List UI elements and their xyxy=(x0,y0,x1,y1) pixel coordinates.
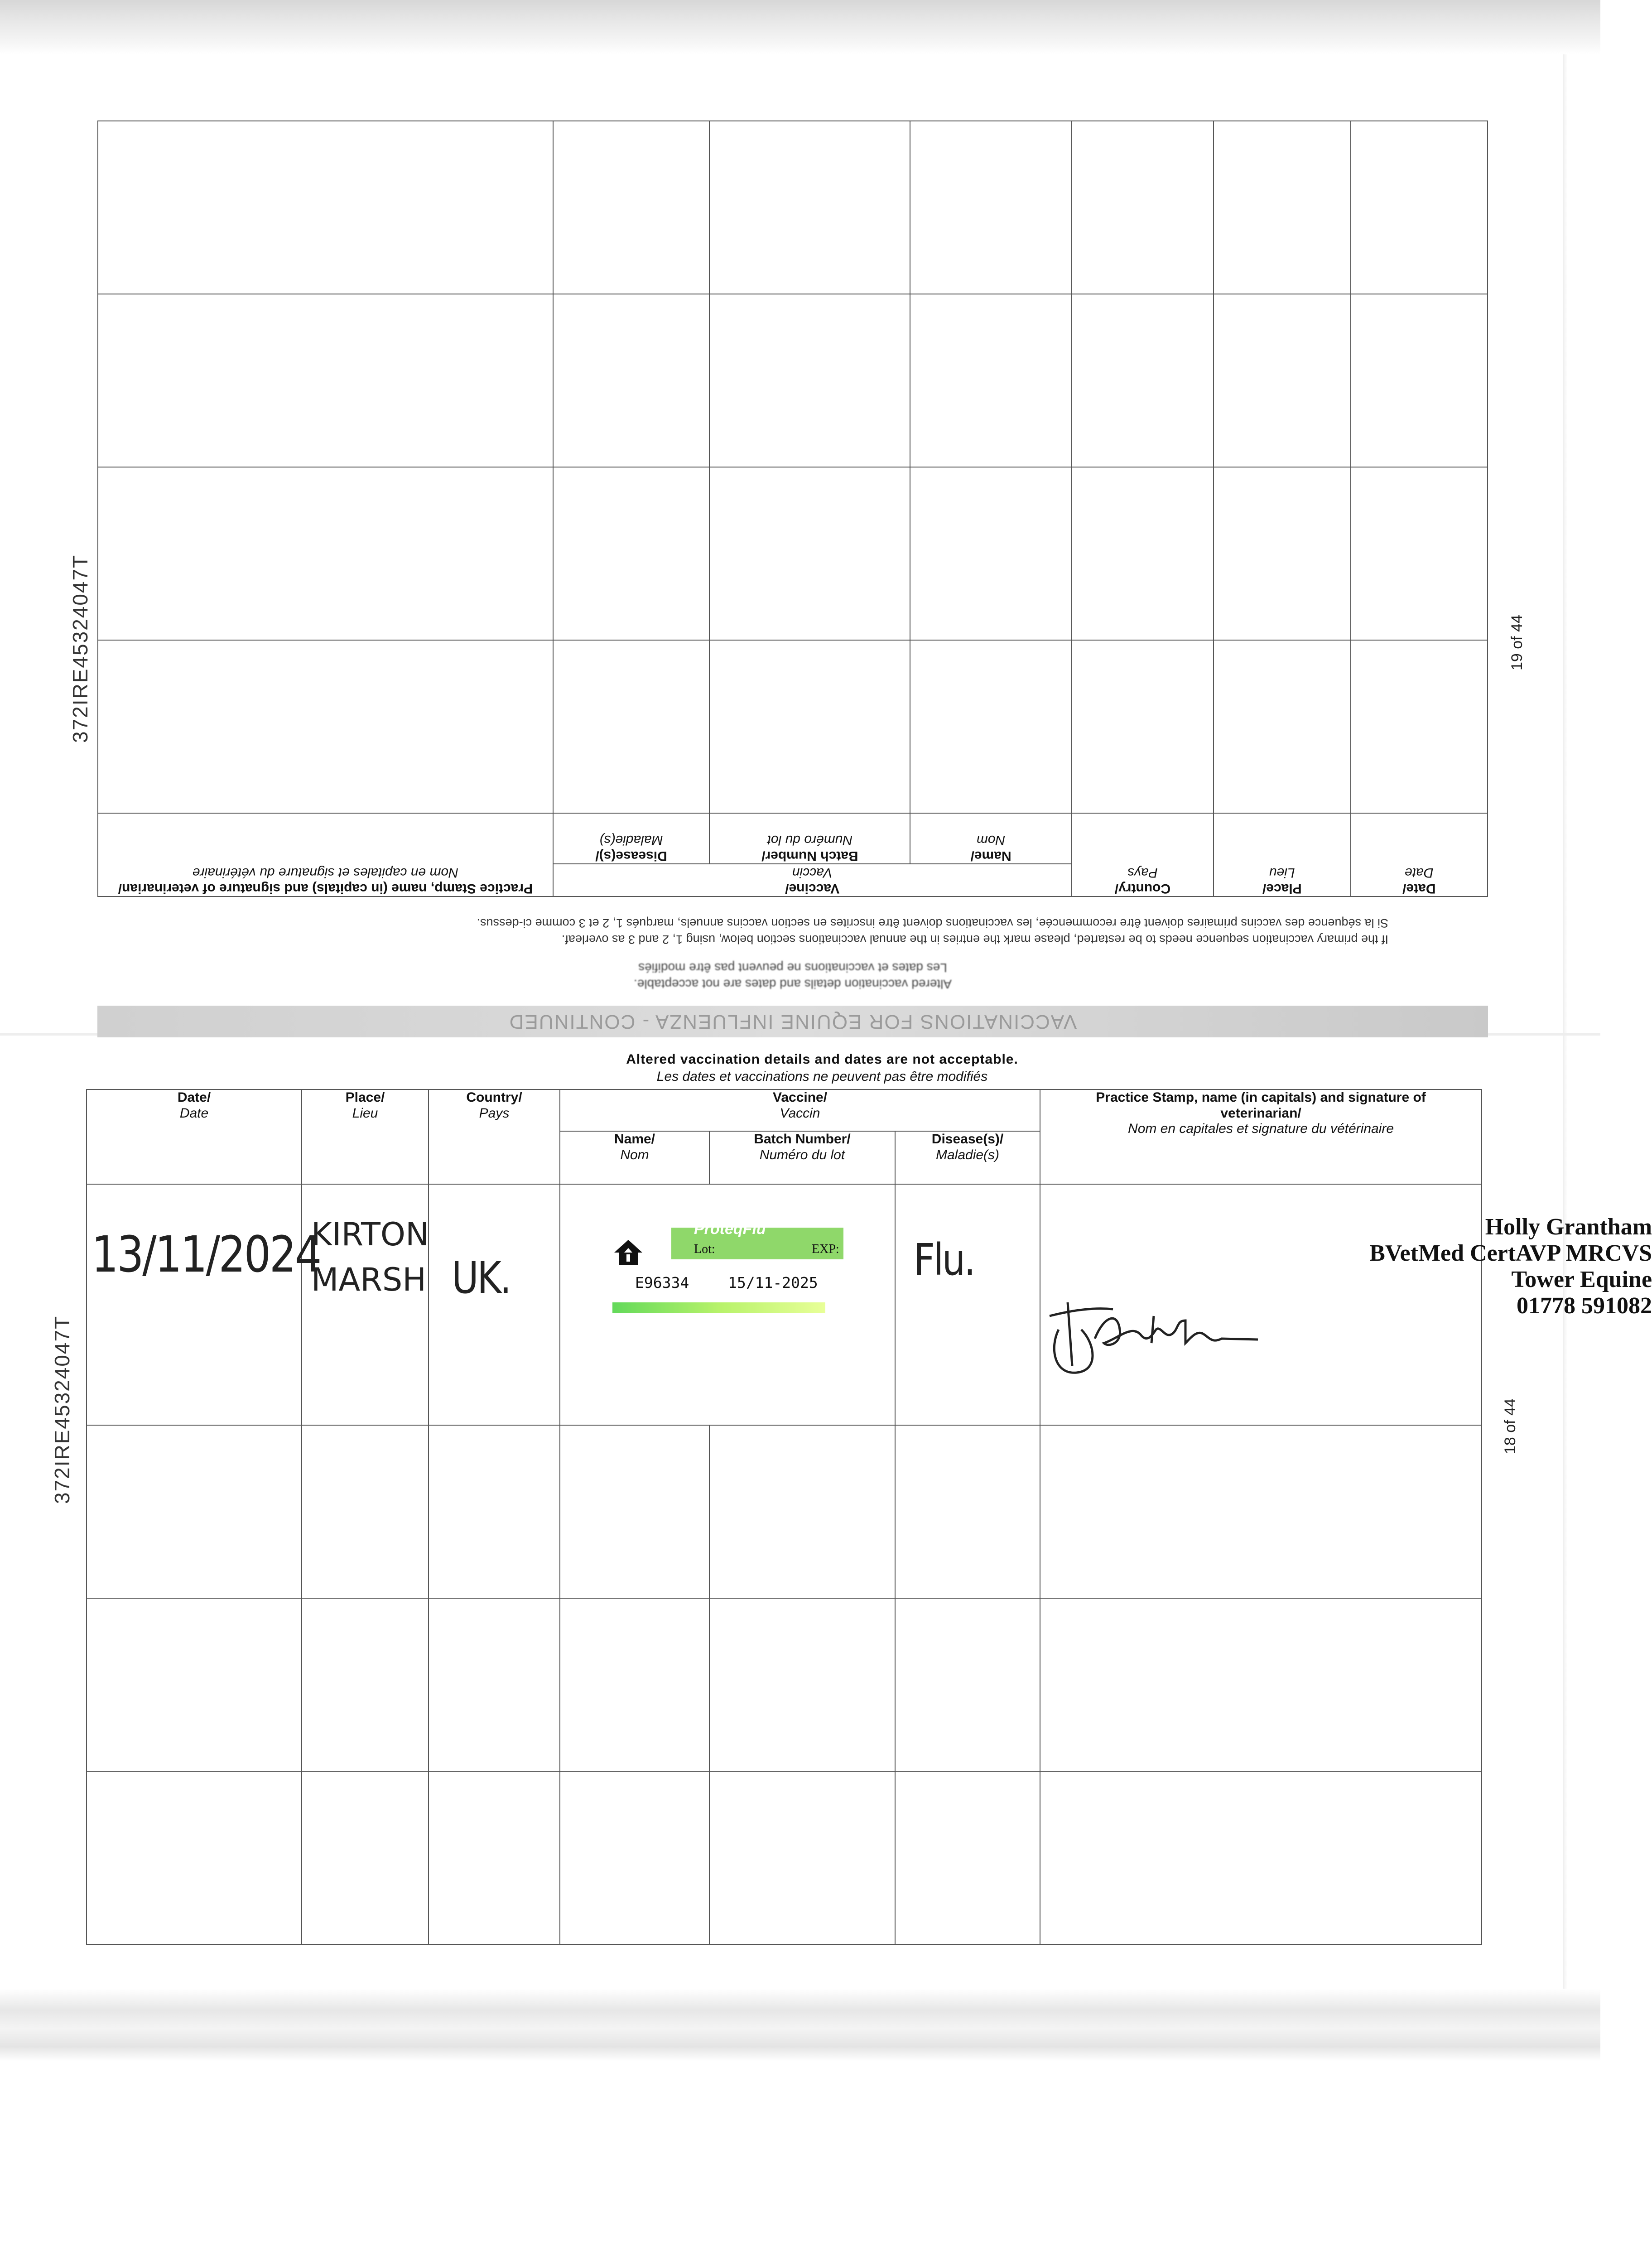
col-vaccine-header: Vaccine/ Vaccin xyxy=(560,1089,1040,1131)
col-country-header: Country/ Pays xyxy=(1072,813,1214,896)
col-place-header: Place/ Lieu xyxy=(302,1089,429,1184)
sticker-batch-number: E96334 xyxy=(635,1274,689,1292)
col-stamp-header: Practice Stamp, name (in capitals) and signature of veterinarian/ Nom en capitales et signature du vétérinaire xyxy=(1040,1089,1482,1184)
serial-id-upper: 372IRE45324047T xyxy=(68,554,92,743)
table-row xyxy=(98,121,1488,294)
vet-signature xyxy=(1040,1275,1276,1379)
lower-notice xyxy=(163,1051,1481,1085)
page-number-lower: 18 of 44 xyxy=(1502,1398,1519,1454)
table-row xyxy=(87,1184,1482,1425)
entry-place: KIRTON MARSH xyxy=(302,1184,429,1425)
instruction-en: If the primary vaccination sequence needs to be restarted, please mark the entries in the annual vaccinations section below, using 1, 2 and 3 as overleaf. xyxy=(561,933,1388,946)
col-name-header: Name/ Nom xyxy=(910,813,1071,864)
col-vaccine-header: Vaccine/ Vaccin xyxy=(553,864,1072,896)
entry-stamp xyxy=(1040,1184,1652,1425)
page-number-upper: 19 of 44 xyxy=(1508,615,1526,670)
table-row xyxy=(87,1771,1482,1944)
col-country-header: Country/ Pays xyxy=(429,1089,560,1184)
col-stamp-header: Practice Stamp, name (in capitals) and signature of veterinarian/ Nom en capitales et signature du vétérinaire xyxy=(98,813,553,896)
sticker-brand: ProteqFlu xyxy=(694,1220,766,1238)
vaccination-table-upper xyxy=(97,120,1488,897)
scan-edge-bottom xyxy=(0,1989,1600,2061)
sticker-expiry-date: 15/11-2025 xyxy=(728,1274,818,1292)
sticker-exp-label: EXP: xyxy=(812,1242,839,1256)
col-batch-header: Batch Number/ Numéro du lot xyxy=(709,1131,895,1184)
vaccine-sticker xyxy=(612,1219,848,1311)
house-logo-icon xyxy=(612,1239,644,1266)
notice-en: Altered vaccination details and dates are not acceptable. xyxy=(626,1052,1018,1067)
sticker-lot-label: Lot: xyxy=(694,1242,715,1256)
page-edge xyxy=(1563,54,1567,2048)
entry-vaccine xyxy=(560,1184,895,1425)
table-row xyxy=(87,1598,1482,1771)
table-row xyxy=(87,1425,1482,1598)
section-banner: VACCINATIONS FOR EQUINE INFLUENZA - CONTINUED xyxy=(97,1006,1488,1037)
notice-en: Altered vaccination details and dates are not acceptable. xyxy=(634,977,952,991)
notice-fr: Les dates et vaccinations ne peuvent pas être modifiés xyxy=(656,1069,988,1084)
entry-date: 13/11/2024 xyxy=(87,1184,302,1425)
scan-edge-top xyxy=(0,0,1600,54)
serial-id-lower: 372IRE45324047T xyxy=(50,1315,74,1504)
table-row xyxy=(98,294,1488,467)
entry-disease: Flu. xyxy=(895,1184,1040,1425)
notice-fr: Les dates et vaccinations ne peuvent pas être modifiés xyxy=(638,961,947,975)
instruction-fr: Si la séquence des vaccins primaires doivent être recommencée, les vaccinations doivent être inscrites en section vaccins annuels, marqués 1, 2 et 3 comme ci-dessus. xyxy=(477,916,1388,930)
table-row xyxy=(98,467,1488,640)
sticker-green-strip xyxy=(612,1302,825,1313)
col-date-header: Date/ Date xyxy=(87,1089,302,1184)
col-disease-header: Disease(s)/ Maladie(s) xyxy=(553,813,710,864)
col-place-header: Place/ Lieu xyxy=(1214,813,1350,896)
upper-page xyxy=(97,136,1488,1042)
col-batch-header: Batch Number/ Numéro du lot xyxy=(709,813,910,864)
practice-stamp: Holly Grantham BVetMed CertAVP MRCVS Tower Equine 01778 591082 xyxy=(1369,1214,1652,1319)
col-name-header: Name/ Nom xyxy=(560,1131,709,1184)
col-date-header: Date/ Date xyxy=(1351,813,1488,896)
entry-country: UK. xyxy=(429,1184,560,1425)
table-row xyxy=(98,640,1488,813)
col-disease-header: Disease(s)/ Maladie(s) xyxy=(895,1131,1040,1184)
